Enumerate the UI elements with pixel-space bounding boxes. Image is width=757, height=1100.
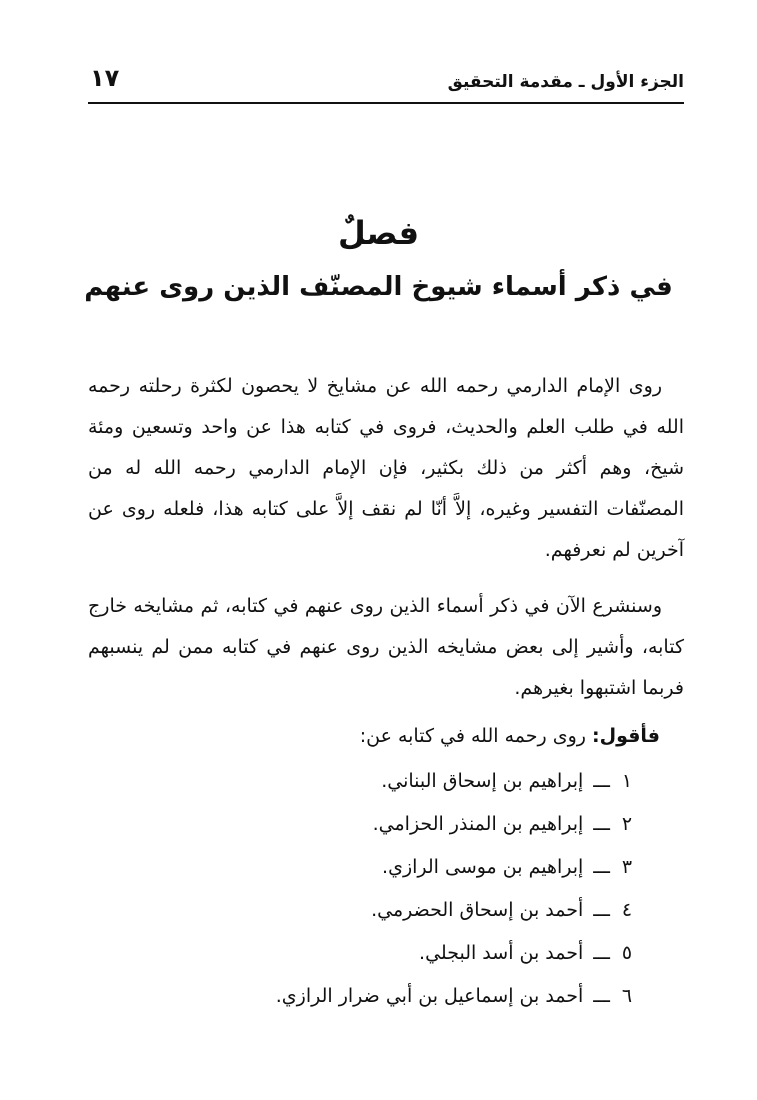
list-item-number: ١ [621,770,633,792]
list-item-number: ٥ [621,942,633,964]
list-item-dash: ـــ [593,856,610,878]
list-item-text: أحمد بن إسحاق الحضرمي. [371,899,584,921]
list-item-dash: ـــ [593,899,610,921]
list-intro [88,716,684,757]
page-number: ١٧ [90,64,120,92]
body-paragraph: روى الإمام الدارمي رحمه الله عن مشايخ لا يحصون لكثرة رحلته رحمه الله في طلب العلم والحديث، فروى في كتابه هذا عن واحد وتسعين ومئة شيخ، وهم أكثر من ذلك بكثير، فإن الإمام الدارمي رحمه الله له من المصنّفات التفسير وغيره، إلاَّ أنّا لم نقف إلاَّ على كتابه هذا، فلعله روى عن آخرين لم نعرفهم. [88,375,684,561]
list-item [88,846,684,889]
list-item [88,803,684,846]
list-item [88,760,684,803]
list-item-dash: ـــ [593,770,610,792]
list-item-text: أحمد بن إسماعيل بن أبي ضرار الرازي. [275,985,584,1007]
list-item [88,975,684,1018]
running-head: الجزء الأول ـ مقدمة التحقيق [447,72,684,92]
page-header [88,62,684,104]
list-item-dash: ـــ [593,942,610,964]
list-item [88,889,684,932]
list-item-number: ٢ [621,813,633,835]
list-item-dash: ـــ [593,985,610,1007]
section-title: في ذكر أسماء شيوخ المصنّف الذين روى عنهم [84,272,673,302]
sheikh-list [88,760,684,1018]
list-item-text: أحمد بن أسد البجلي. [419,942,584,964]
list-intro-text: روى رحمه الله في كتابه عن: [359,725,586,747]
list-item-text: إبراهيم بن موسى الرازي. [382,856,584,878]
list-item-dash: ـــ [593,813,610,835]
list-item-number: ٤ [621,899,633,921]
list-item-text: إبراهيم بن إسحاق البناني. [381,770,584,792]
list-intro-lead: فأقول: [591,725,660,747]
list-item-text: إبراهيم بن المنذر الحزامي. [372,813,584,835]
list-item [88,932,684,975]
section-heading: فصلٌ [337,214,420,252]
list-item-number: ٣ [621,856,633,878]
list-item-number: ٦ [621,985,633,1007]
body-paragraph: وسنشرع الآن في ذكر أسماء الذين روى عنهم في كتابه، ثم مشايخه خارج كتابه، وأشير إلى بعض مشايخه الذين روى عنهم في كتابه ممن لم ينسبهم فربما اشتبهوا بغيرهم. [88,595,684,699]
